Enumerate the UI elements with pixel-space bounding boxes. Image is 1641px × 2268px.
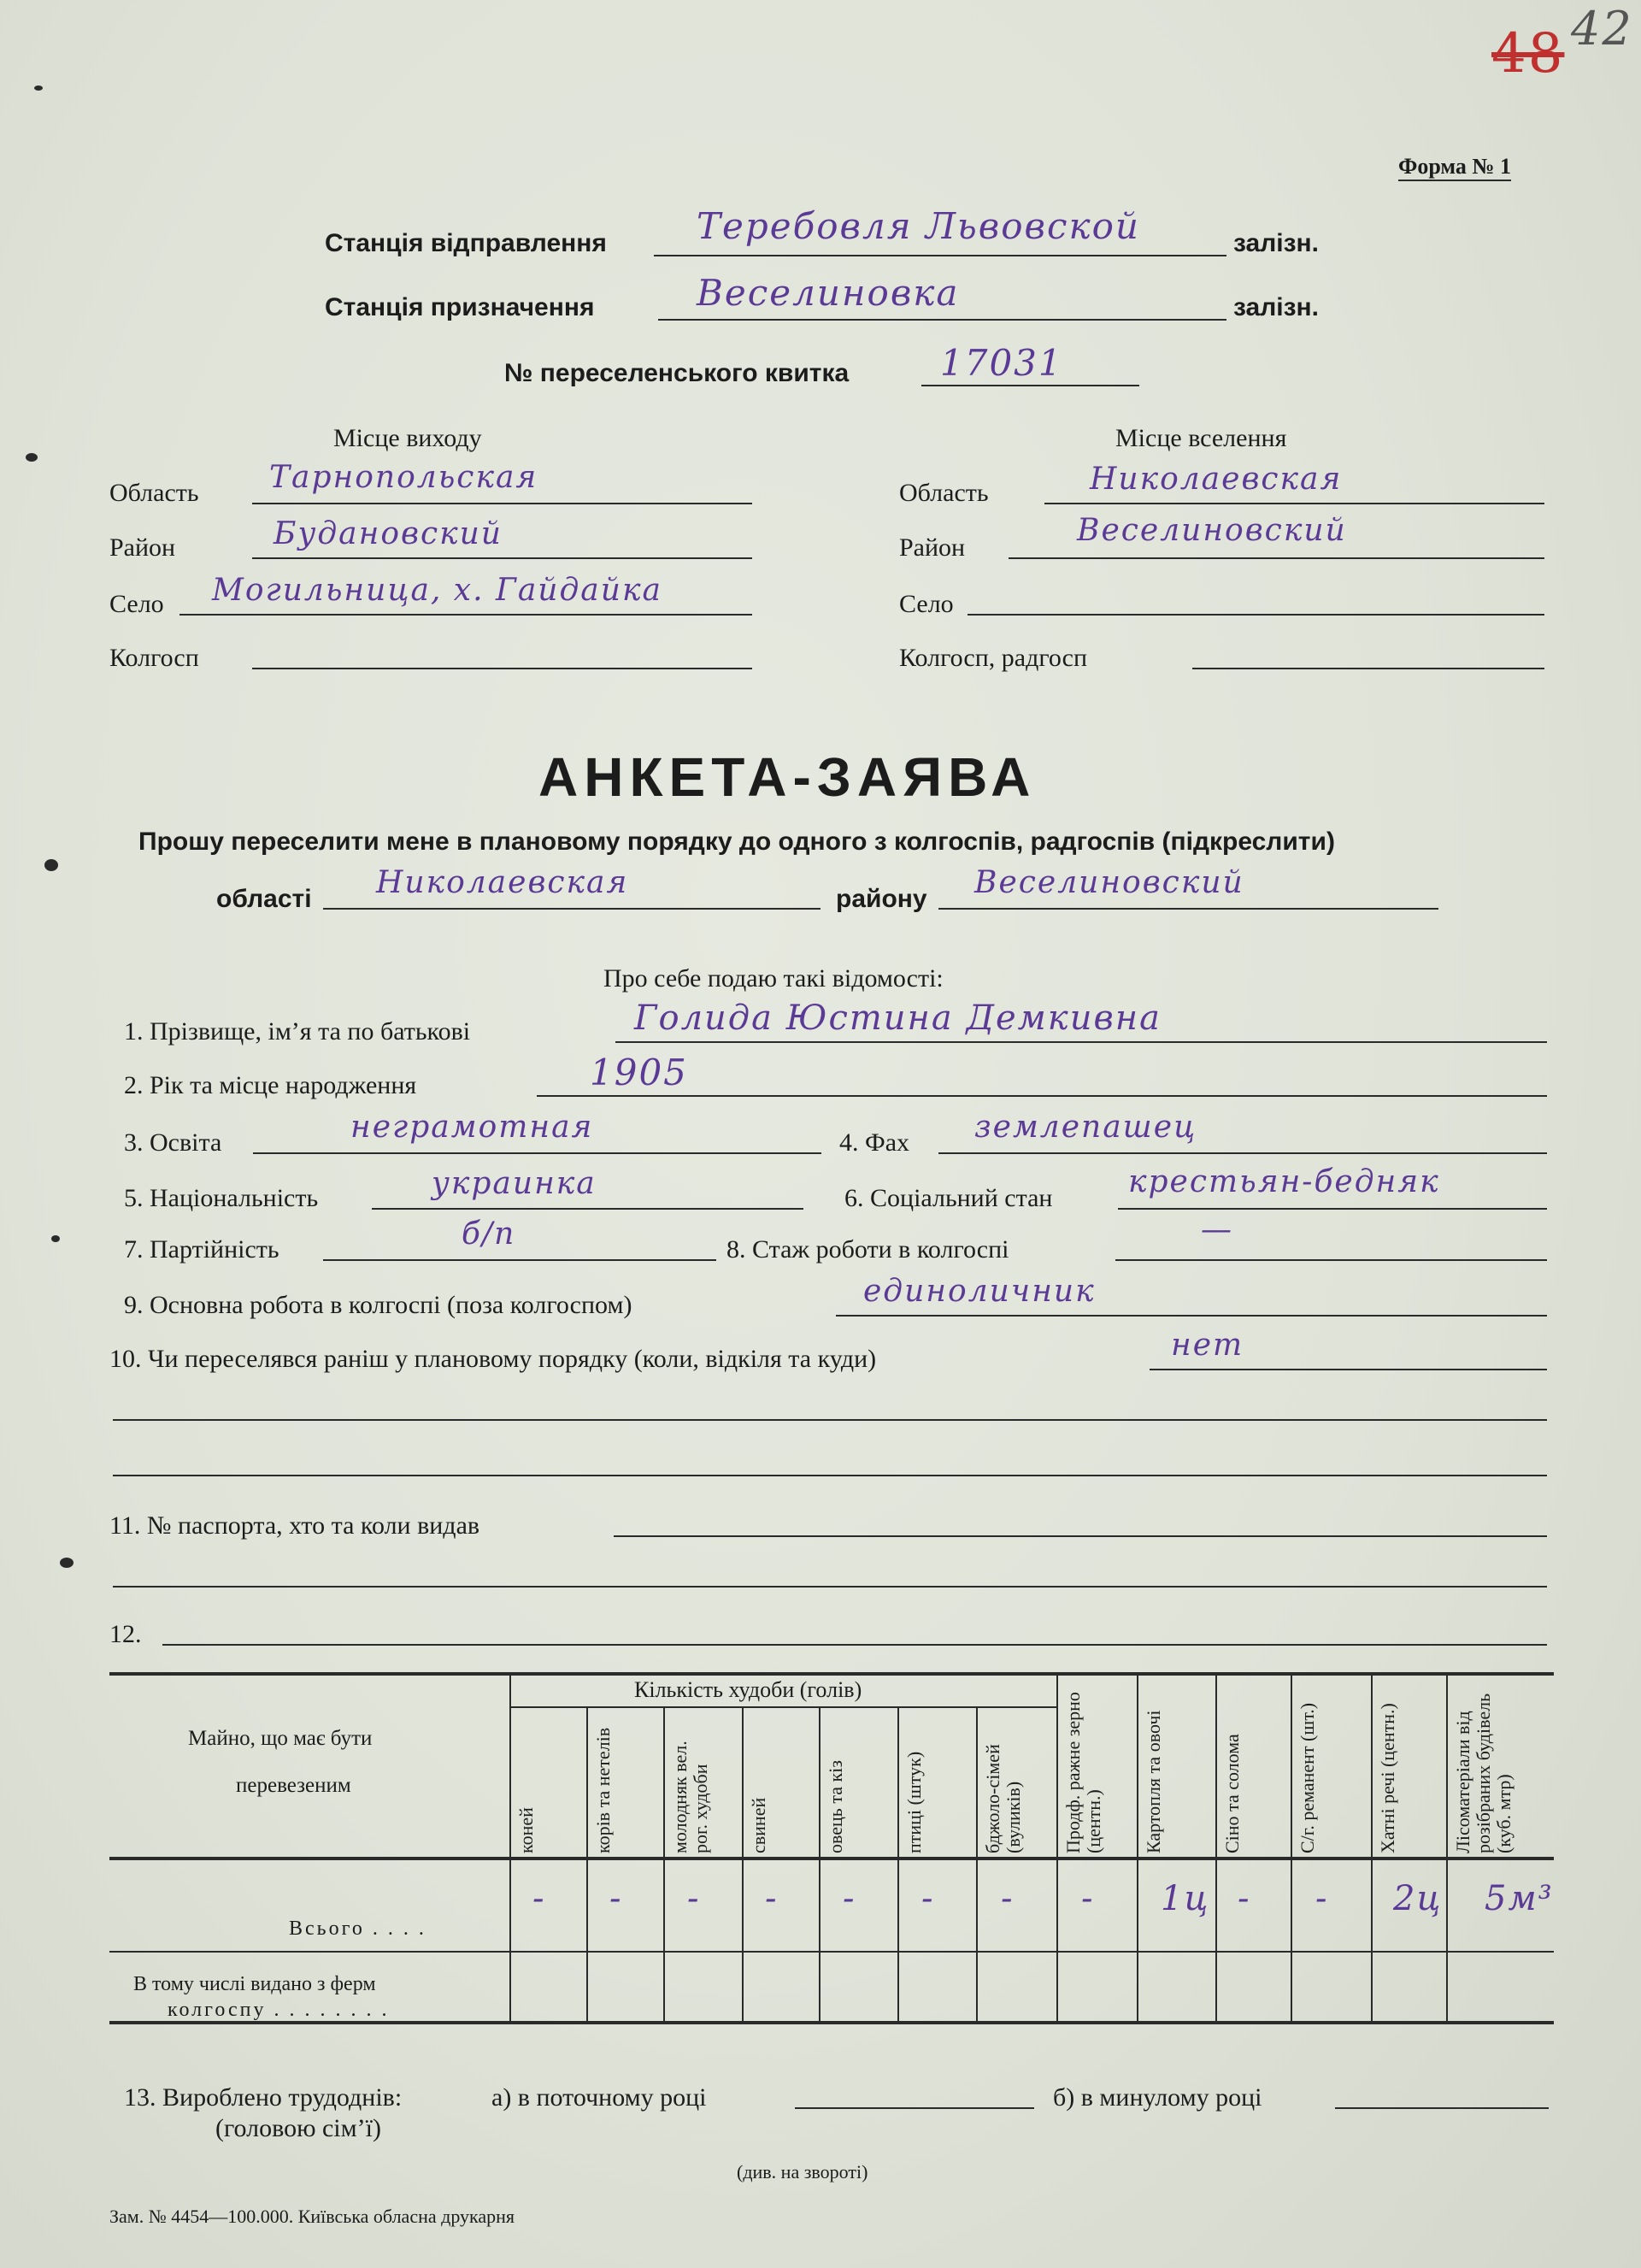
origin-raion-value[interactable]: Будановский (274, 516, 503, 551)
field-6-value[interactable]: крестьян-бедняк (1128, 1164, 1440, 1199)
field-12-line (162, 1644, 1547, 1646)
field-5-line (372, 1208, 803, 1210)
table-column-header: Хатні речі (центн.) (1377, 1703, 1398, 1853)
field-4-label: 4. Фах (839, 1128, 910, 1157)
destination-heading: Місце вселення (1115, 424, 1287, 452)
property-header-2: перевезеним (236, 1774, 351, 1797)
field-8-line (1115, 1259, 1547, 1261)
table-column-header: корів та нетелів (592, 1727, 614, 1853)
table-total-value[interactable]: - (1238, 1879, 1251, 1918)
field-11-line (614, 1535, 1547, 1537)
destination-kolhosp-label: Колгосп, радгосп (899, 644, 1088, 672)
ticket-value[interactable]: 17031 (940, 342, 1063, 384)
field-5-label: 5. Національність (124, 1184, 319, 1212)
field-4-line (938, 1152, 1547, 1154)
field-10-line-3 (113, 1475, 1547, 1476)
request-oblast-line (323, 908, 820, 910)
form-title: АНКЕТА-ЗАЯВА (538, 746, 1037, 808)
field-8-value[interactable]: — (1201, 1212, 1233, 1247)
farm-row-label-2: колгоспу . . . . . . . . (168, 1999, 390, 2021)
table-total-value[interactable]: - (1081, 1879, 1095, 1918)
field-4-value[interactable]: землепашец (974, 1110, 1197, 1145)
field-8-label: 8. Стаж роботи в колгоспі (726, 1235, 1009, 1264)
field-10-line-2 (113, 1419, 1547, 1421)
property-header-1: Майно, що має бути (188, 1727, 373, 1750)
table-total-value[interactable]: - (843, 1879, 856, 1918)
livestock-header-rule (509, 1706, 1056, 1708)
origin-raion-line (252, 557, 752, 559)
field-3-value[interactable]: неграмотная (350, 1110, 594, 1145)
destination-raion-value[interactable]: Веселиновский (1077, 513, 1347, 548)
workdays-current-label: а) в поточному році (491, 2083, 707, 2112)
about-heading: Про себе подаю такі відомості: (603, 964, 944, 993)
request-raion-label: району (836, 885, 927, 913)
table-column-header: Продф. ражне зерно (центн.) (1062, 1692, 1104, 1853)
destination-raion-line (1009, 557, 1544, 559)
field-9-line (836, 1315, 1547, 1317)
origin-oblast-value[interactable]: Тарнопольская (269, 460, 538, 495)
field-3-line (253, 1152, 821, 1154)
destination-station-line (658, 319, 1226, 321)
field-1-label: 1. Прізвище, ім’я та по батькові (124, 1017, 471, 1046)
destination-rail-suffix: залізн. (1233, 293, 1319, 321)
table-total-value[interactable]: 5м³ (1485, 1879, 1554, 1918)
field-7-line (323, 1259, 716, 1261)
field-3-label: 3. Освіта (124, 1128, 222, 1157)
table-column-divider (509, 1672, 511, 2021)
binding-mark (60, 1558, 74, 1568)
field-11-label: 11. № паспорта, хто та коли видав (109, 1511, 480, 1540)
table-total-value[interactable]: 1ц (1161, 1879, 1210, 1918)
destination-selo-label: Село (899, 590, 954, 618)
field-10-value[interactable]: нет (1171, 1328, 1244, 1363)
field-1-line (615, 1041, 1547, 1043)
ticket-label: № переселенського квитка (504, 359, 850, 387)
destination-kolhosp-line (1192, 668, 1544, 669)
table-column-header: молодняк вел. рог. худоби (669, 1741, 711, 1853)
field-9-label: 9. Основна робота в колгоспі (поза колгоспом) (124, 1291, 632, 1319)
table-column-divider (1291, 1672, 1292, 2021)
origin-kolhosp-label: Колгосп (109, 644, 199, 672)
request-raion-value[interactable]: Веселиновский (974, 865, 1244, 900)
field-6-label: 6. Соціальний стан (844, 1184, 1053, 1212)
table-column-divider (897, 1706, 899, 2021)
workdays-sub-label: (головою сім’ї) (215, 2114, 381, 2142)
workdays-previous-label: б) в минулому році (1053, 2083, 1262, 2112)
origin-oblast-label: Область (109, 479, 199, 507)
origin-heading: Місце виходу (333, 424, 482, 452)
table-total-value[interactable]: 2ц (1393, 1879, 1443, 1918)
table-total-value[interactable]: - (687, 1879, 701, 1918)
departure-station-value[interactable]: Теребовля Львовской (697, 205, 1140, 247)
field-2-label: 2. Рік та місце народження (124, 1071, 417, 1099)
table-total-rule (109, 1951, 1554, 1953)
destination-oblast-label: Область (899, 479, 989, 507)
origin-kolhosp-line (252, 668, 752, 669)
binding-mark (44, 859, 58, 871)
field-9-value[interactable]: единоличник (863, 1274, 1096, 1309)
destination-station-label: Станція призначення (325, 293, 595, 321)
origin-selo-line (179, 614, 752, 616)
table-column-divider (1056, 1672, 1058, 2021)
origin-oblast-line (252, 503, 752, 504)
destination-station-value[interactable]: Веселиновка (697, 272, 960, 314)
form-number: Форма № 1 (1398, 154, 1511, 181)
field-2-line (537, 1095, 1547, 1097)
workdays-previous-line (1335, 2107, 1549, 2109)
table-column-divider (1137, 1672, 1138, 2021)
field-10-line (1150, 1369, 1547, 1370)
binding-mark (51, 1235, 60, 1242)
table-column-header: С/г. реманент (шт.) (1297, 1702, 1318, 1853)
total-row-label: Всього . . . . (289, 1917, 426, 1940)
field-7-label: 7. Партійність (124, 1235, 279, 1264)
table-column-header: свиней (748, 1797, 769, 1853)
destination-raion-label: Район (899, 533, 966, 562)
destination-selo-line (968, 614, 1544, 616)
request-oblast-label: області (216, 885, 312, 913)
table-top-rule (109, 1672, 1554, 1676)
table-column-header: коней (515, 1807, 537, 1853)
field-12-label: 12. (109, 1620, 142, 1648)
destination-oblast-value[interactable]: Николаевская (1090, 462, 1343, 497)
table-total-value[interactable]: - (921, 1879, 935, 1918)
table-column-divider (1446, 1672, 1448, 2021)
table-column-divider (1215, 1672, 1217, 2021)
table-column-divider (663, 1706, 665, 2021)
departure-rail-suffix: залізн. (1233, 229, 1319, 257)
origin-raion-label: Район (109, 533, 176, 562)
crossed-sheet-number: 48 (1491, 22, 1565, 85)
workdays-label: 13. Вироблено трудоднів: (124, 2083, 403, 2112)
request-text: Прошу переселити мене в плановому порядку до одного з колгоспів, радгоспів (підкреслити) (138, 828, 1335, 856)
table-column-divider (976, 1706, 978, 2021)
request-raion-line (938, 908, 1438, 910)
farm-row-label-1: В тому числі видано з ферм (133, 1973, 376, 1995)
field-7-value[interactable]: б/п (462, 1216, 516, 1252)
binding-mark (34, 85, 43, 91)
departure-station-line (654, 255, 1226, 256)
table-total-value[interactable]: - (1315, 1879, 1329, 1918)
table-column-header: птиці (штук) (903, 1751, 925, 1853)
origin-selo-value[interactable]: Могильница, х. Гайдайка (212, 573, 662, 608)
field-10-label: 10. Чи переселявся раніш у плановому порядку (коли, відкіля та куди) (109, 1345, 877, 1373)
field-5-value[interactable]: украинка (432, 1166, 597, 1201)
origin-selo-label: Село (109, 590, 164, 618)
table-total-value[interactable]: - (765, 1879, 779, 1918)
table-column-divider (742, 1706, 744, 2021)
table-header-rule (109, 1857, 1554, 1860)
table-column-divider (819, 1706, 820, 2021)
table-column-divider (1371, 1672, 1373, 2021)
table-total-value[interactable]: - (1001, 1879, 1015, 1918)
table-column-header: Картопля та овочі (1143, 1710, 1164, 1853)
livestock-header: Кількість худоби (голів) (634, 1677, 862, 1702)
table-column-header: бджоло-сімей (вуликів) (982, 1744, 1024, 1853)
table-column-header: Сіно та солома (1221, 1734, 1243, 1853)
destination-oblast-line (1044, 503, 1544, 504)
printer-imprint: Зам. № 4454—100.000. Київська обласна друкарня (109, 2206, 515, 2227)
field-6-line (1118, 1208, 1547, 1210)
table-total-value[interactable]: - (532, 1879, 546, 1918)
field-1-value[interactable]: Голида Юстина Демкивна (634, 999, 1162, 1038)
field-11-line-2 (113, 1586, 1547, 1588)
request-oblast-value[interactable]: Николаевская (376, 865, 629, 900)
table-column-header: овець та кіз (825, 1760, 846, 1853)
table-column-header: Лісоматеріали від розібраних будівель (куб. мтр) (1452, 1693, 1515, 1853)
ticket-line (921, 385, 1139, 386)
archive-sheet-number: 42 (1571, 2, 1633, 56)
table-column-divider (586, 1706, 588, 2021)
workdays-current-line (795, 2107, 1034, 2109)
binding-mark (26, 453, 38, 462)
see-reverse-note: (див. на звороті) (737, 2161, 868, 2183)
departure-station-label: Станція відправлення (325, 229, 607, 257)
table-total-value[interactable]: - (609, 1879, 623, 1918)
field-2-value[interactable]: 1905 (590, 1052, 688, 1093)
